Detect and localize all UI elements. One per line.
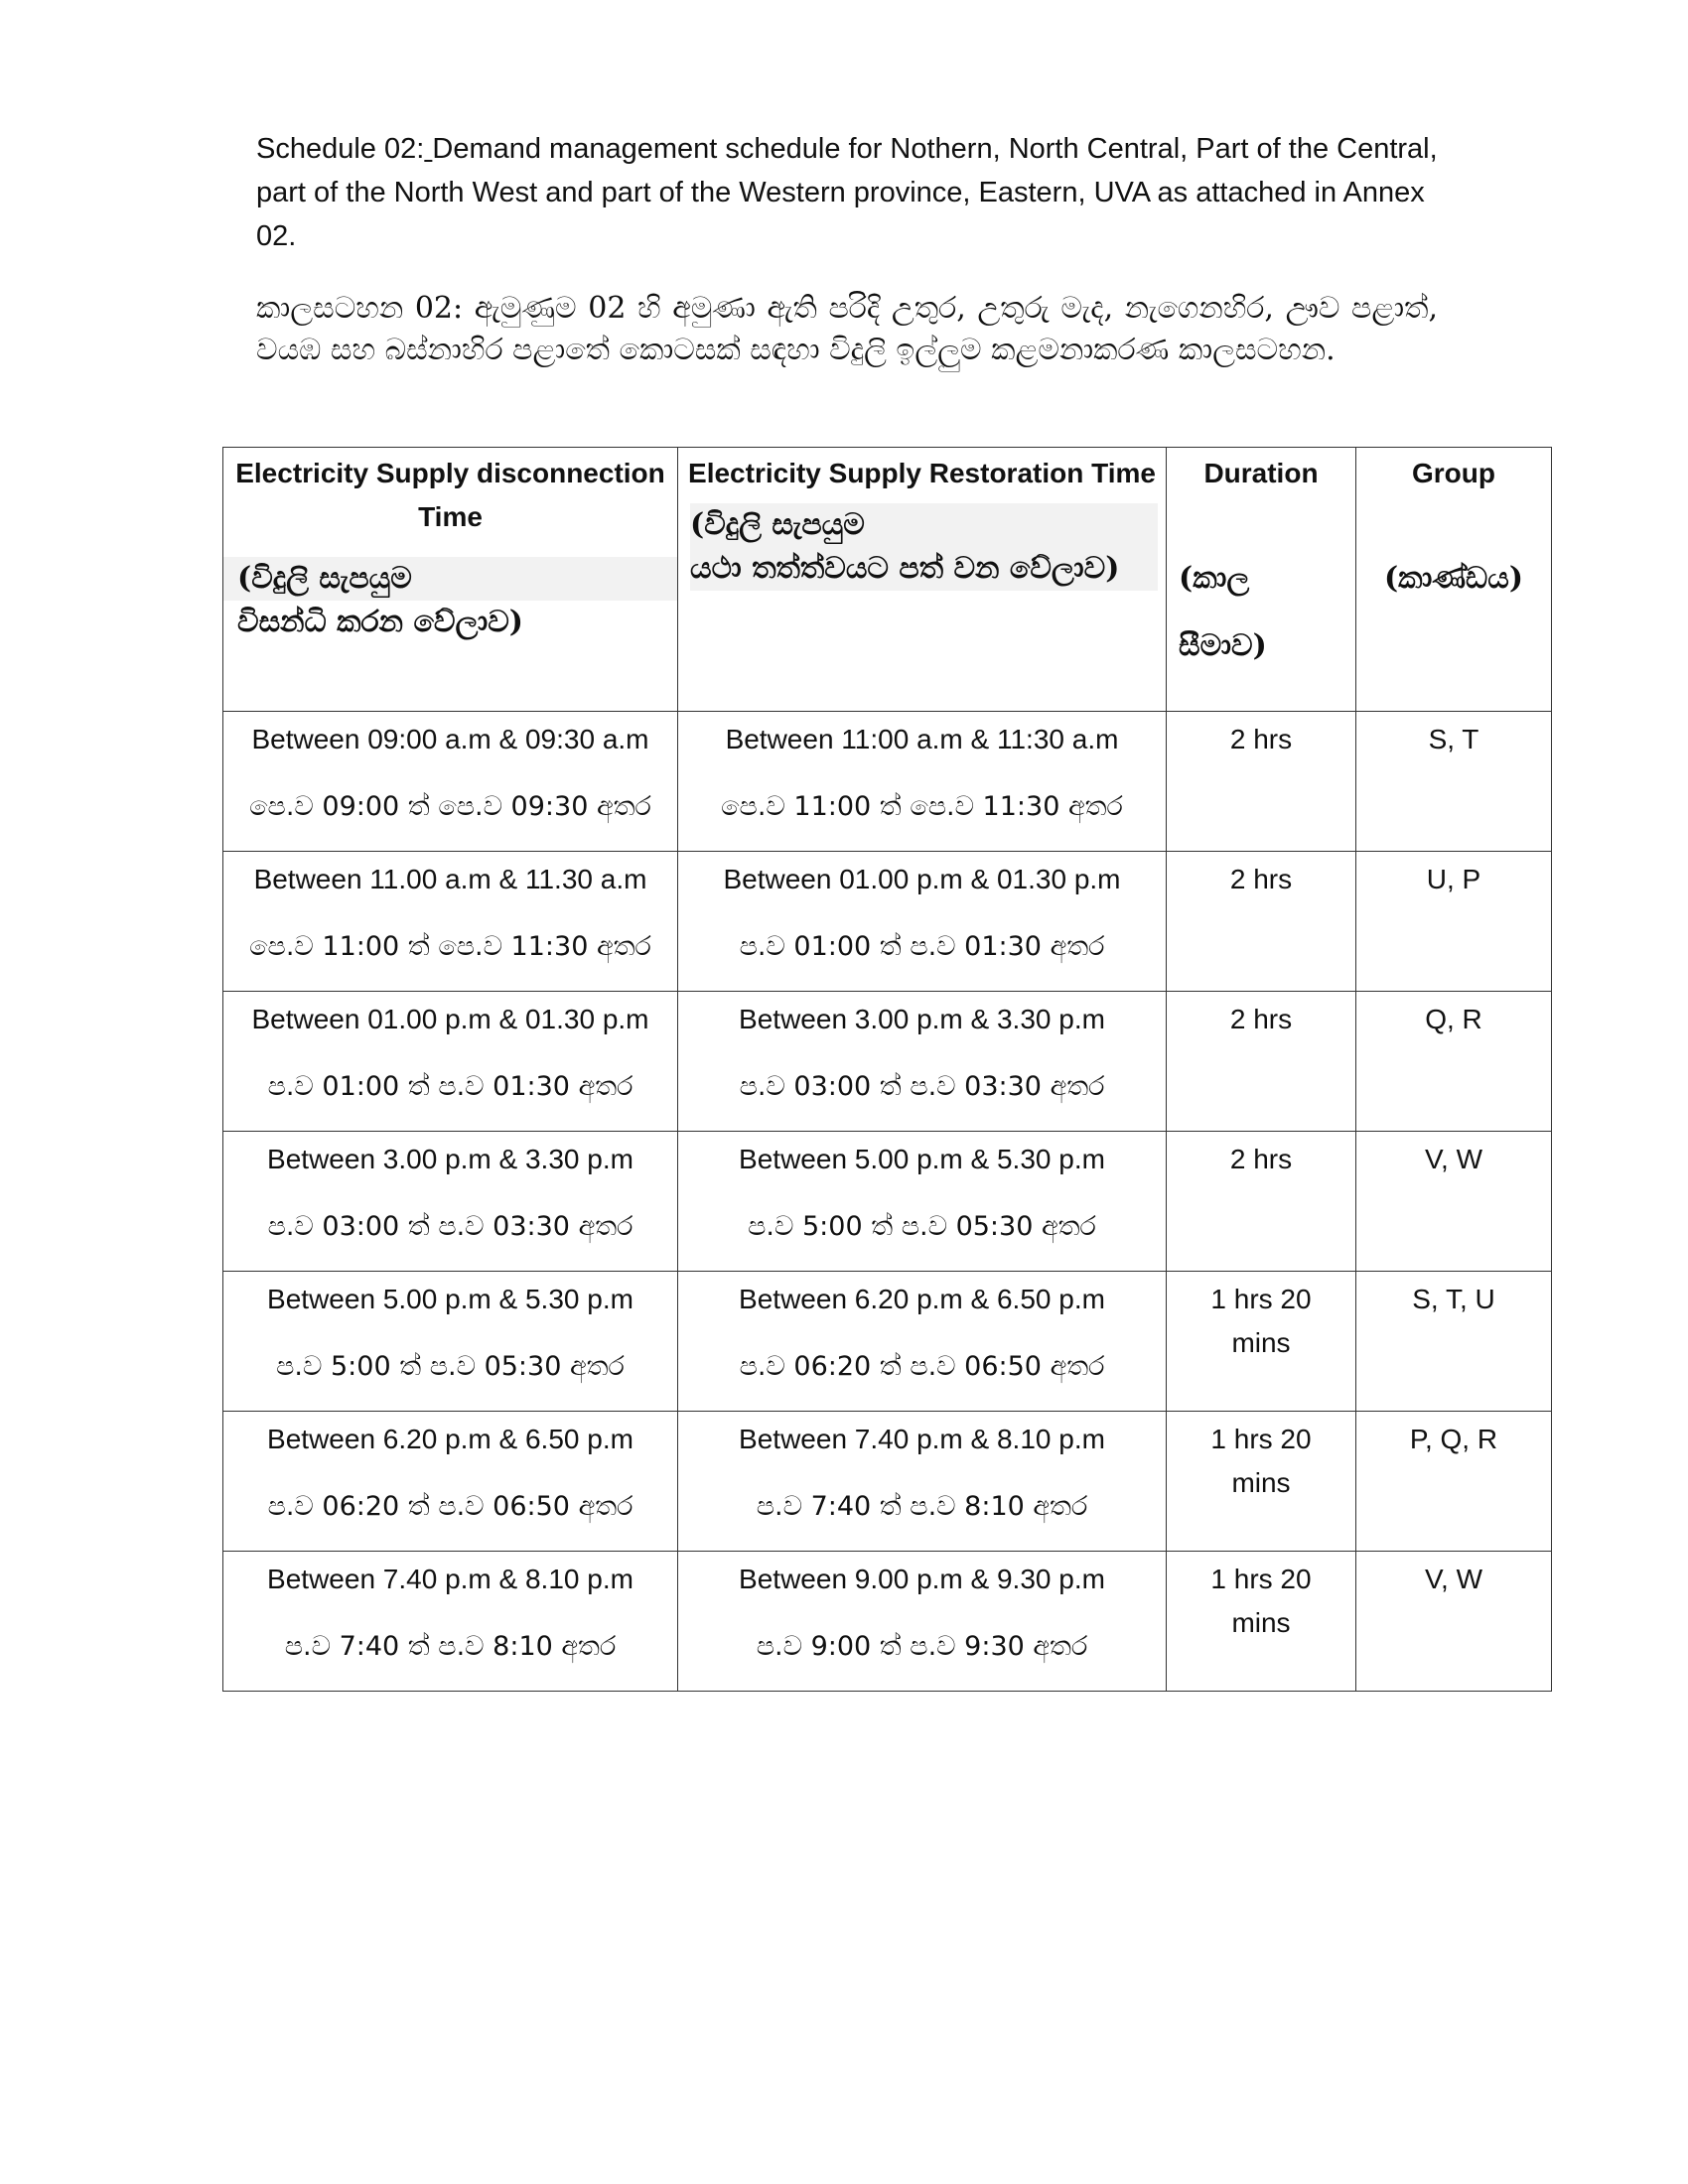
disconnection-sinhala: ප.ව 03:00 ත් ප.ව 03:30 අතර [267, 1211, 633, 1242]
disconnection-english: Between 7.40 p.m & 8.10 p.m [267, 1564, 633, 1594]
group-value: Q, R [1425, 1004, 1482, 1034]
table-row [223, 1272, 1552, 1412]
duration-value: 2 hrs [1229, 864, 1293, 894]
duration-cell [1167, 852, 1356, 992]
disconnection-english: Between 01.00 p.m & 01.30 p.m [251, 1004, 649, 1034]
disconnection-cell [223, 992, 678, 1132]
header-restoration-sinhala-line1: (විදුලි සැපයුම [690, 503, 1158, 547]
duration-value: 1 hrs 20 mins [1210, 1284, 1312, 1358]
restoration-cell [678, 1272, 1167, 1412]
group-value: V, W [1424, 1144, 1483, 1174]
disconnection-english: Between 3.00 p.m & 3.30 p.m [267, 1144, 633, 1174]
duration-value: 2 hrs [1229, 1144, 1293, 1174]
table-row [223, 852, 1552, 992]
table-row [223, 1412, 1552, 1552]
header-restoration-english: Electricity Supply Restoration Time [688, 458, 1156, 488]
disconnection-sinhala: ප.ව 7:40 ත් ප.ව 8:10 අතර [284, 1631, 617, 1662]
restoration-cell [678, 1412, 1167, 1552]
header-duration-sinhala-line1: (කාල [1179, 561, 1250, 596]
disconnection-sinhala: පෙ.ව 11:00 ත් පෙ.ව 11:30 අතර [249, 931, 651, 962]
restoration-cell [678, 852, 1167, 992]
disconnection-cell [223, 1412, 678, 1552]
disconnection-cell [223, 1272, 678, 1412]
restoration-cell [678, 992, 1167, 1132]
duration-value: 1 hrs 20 mins [1210, 1564, 1312, 1638]
group-cell [1356, 1412, 1552, 1552]
restoration-english: Between 6.20 p.m & 6.50 p.m [739, 1284, 1105, 1314]
group-cell [1356, 852, 1552, 992]
duration-cell [1167, 1412, 1356, 1552]
disconnection-cell [223, 1132, 678, 1272]
restoration-cell [678, 1552, 1167, 1692]
duration-value: 2 hrs [1229, 724, 1293, 754]
disconnection-cell [223, 852, 678, 992]
header-restoration-time [678, 448, 1167, 712]
restoration-sinhala: ප.ව 5:00 ත් ප.ව 05:30 අතර [748, 1211, 1096, 1242]
restoration-sinhala: ප.ව 7:40 ත් ප.ව 8:10 අතර [756, 1491, 1088, 1522]
table-row [223, 992, 1552, 1132]
group-cell [1356, 1552, 1552, 1692]
intro-english-paragraph [256, 127, 1448, 258]
header-disconnection-time [223, 448, 678, 712]
disconnection-sinhala: ප.ව 01:00 ත් ප.ව 01:30 අතර [267, 1071, 633, 1102]
duration-cell [1167, 1132, 1356, 1272]
restoration-cell [678, 712, 1167, 852]
restoration-english: Between 01.00 p.m & 01.30 p.m [723, 864, 1121, 894]
disconnection-sinhala: පෙ.ව 09:00 ත් පෙ.ව 09:30 අතර [249, 791, 651, 822]
header-restoration-sinhala-line2: යථා තත්ත්වයට පත් වන වේලාව) [690, 547, 1158, 591]
header-group-english: Group [1412, 458, 1495, 488]
header-duration-sinhala-line2: සීමාව) [1179, 628, 1267, 663]
restoration-sinhala: ප.ව 06:20 ත් ප.ව 06:50 අතර [739, 1351, 1105, 1382]
disconnection-sinhala: ප.ව 06:20 ත් ප.ව 06:50 අතර [267, 1491, 633, 1522]
group-cell [1356, 1132, 1552, 1272]
group-value: V, W [1424, 1564, 1483, 1594]
restoration-sinhala: ප.ව 03:00 ත් ප.ව 03:30 අතර [739, 1071, 1105, 1102]
duration-cell [1167, 992, 1356, 1132]
disconnection-english: Between 6.20 p.m & 6.50 p.m [267, 1424, 633, 1454]
restoration-english: Between 3.00 p.m & 3.30 p.m [739, 1004, 1105, 1034]
group-value: P, Q, R [1409, 1424, 1498, 1454]
disconnection-english: Between 09:00 a.m & 09:30 a.m [251, 724, 649, 754]
group-cell [1356, 992, 1552, 1132]
table-row [223, 1552, 1552, 1692]
restoration-english: Between 9.00 p.m & 9.30 p.m [739, 1564, 1105, 1594]
disconnection-english: Between 11.00 a.m & 11.30 a.m [253, 864, 647, 894]
header-group-sinhala: (කාණ්ඩය) [1383, 561, 1524, 596]
header-disconnection-english: Electricity Supply disconnection Time [235, 458, 665, 532]
intro-sinhala-paragraph: කාලසටහන 02: ඇමුණුම 02 හි අමුණා ඇති පරිදි උතුර, උතුරු මැද, නැගෙනහිර, ඌව පළාත්, වයඹ සහ බස්නාහිර පළාතේ කොටසක් සඳහා විදුලි ඉල්ලුම කළමනාකරණ කාලසටහන. [256, 291, 1438, 367]
restoration-sinhala: ප.ව 9:00 ත් ප.ව 9:30 අතර [756, 1631, 1088, 1662]
disconnection-cell [223, 1552, 678, 1692]
table-row [223, 712, 1552, 852]
disconnection-english: Between 5.00 p.m & 5.30 p.m [267, 1284, 633, 1314]
header-disconnection-sinhala-line2: විසන්ධි කරන වේලාව) [237, 605, 523, 639]
duration-cell [1167, 1272, 1356, 1412]
restoration-sinhala: පෙ.ව 11:00 ත් පෙ.ව 11:30 අතර [721, 791, 1123, 822]
restoration-cell [678, 1132, 1167, 1272]
group-cell [1356, 712, 1552, 852]
duration-cell [1167, 1552, 1356, 1692]
header-group [1356, 448, 1552, 712]
duration-cell [1167, 712, 1356, 852]
header-duration-english: Duration [1203, 458, 1319, 488]
restoration-english: Between 11:00 a.m & 11:30 a.m [725, 724, 1119, 754]
header-disconnection-sinhala-line1: (විදුලි සැපයුම [223, 557, 677, 601]
disconnection-cell [223, 712, 678, 852]
group-cell [1356, 1272, 1552, 1412]
disconnection-sinhala: ප.ව 5:00 ත් ප.ව 05:30 අතර [276, 1351, 625, 1382]
restoration-sinhala: ප.ව 01:00 ත් ප.ව 01:30 අතර [739, 931, 1105, 962]
duration-value: 1 hrs 20 mins [1210, 1424, 1312, 1498]
table-header-row [223, 448, 1552, 712]
group-value: S, T [1428, 724, 1479, 754]
table-row [223, 1132, 1552, 1272]
group-value: S, T, U [1412, 1284, 1495, 1314]
schedule-table [222, 447, 1552, 1692]
duration-value: 2 hrs [1229, 1004, 1293, 1034]
restoration-english: Between 5.00 p.m & 5.30 p.m [739, 1144, 1105, 1174]
intro-english-prefix: Schedule 02: [256, 133, 425, 165]
intro-english-text: Demand management schedule for Nothern, North Central, Part of the Central, part of the North West and part of the Western province, Eastern, UVA as attached in Annex 02. [256, 133, 1438, 252]
group-value: U, P [1426, 864, 1481, 894]
restoration-english: Between 7.40 p.m & 8.10 p.m [739, 1424, 1105, 1454]
header-duration [1167, 448, 1356, 712]
